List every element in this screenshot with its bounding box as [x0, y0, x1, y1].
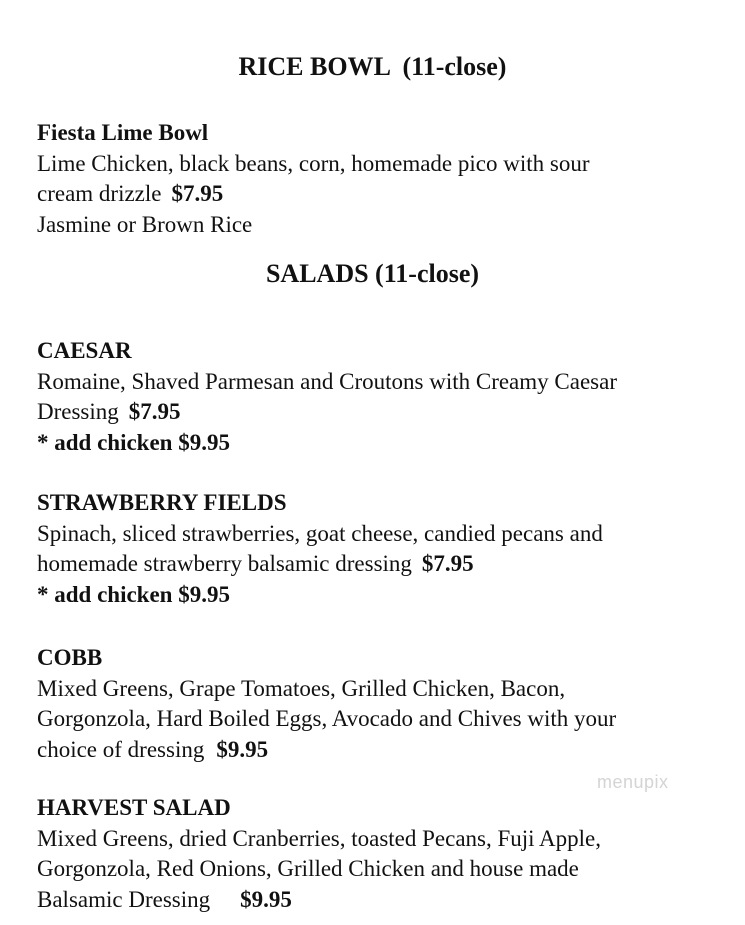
item-description-line: Gorgonzola, Hard Boiled Eggs, Avocado and Chives with your: [37, 706, 617, 731]
item-name: Fiesta Lime Bowl: [37, 120, 209, 145]
item-description-text: homemade strawberry balsamic dressing: [37, 551, 412, 576]
item-price: $9.95: [216, 736, 269, 762]
caesar-item: [37, 336, 737, 458]
item-description-line: Spinach, sliced strawberries, goat cheese, candied pecans and: [37, 520, 603, 546]
item-description-line: [37, 179, 737, 210]
item-description-text: cream drizzle: [37, 181, 162, 206]
item-description-line: [37, 397, 737, 428]
item-name: STRAWBERRY FIELDS: [37, 490, 287, 515]
rice-bowl-heading: RICE BOWL (11-close): [238, 52, 507, 81]
item-note: Jasmine or Brown Rice: [37, 211, 253, 237]
item-description-line: Lime Chicken, black beans, corn, homemade pico with sour: [37, 150, 590, 176]
item-price: $7.95: [171, 181, 224, 206]
harvest-salad-item: [37, 793, 737, 915]
item-price: $7.95: [128, 399, 181, 424]
item-description-line: [37, 885, 737, 916]
item-addon: * add chicken $9.95: [37, 581, 230, 607]
item-description-line: Gorgonzola, Red Onions, Grilled Chicken and house made: [37, 856, 579, 881]
item-description-text: choice of dressing: [37, 736, 205, 762]
cobb-item: [37, 643, 737, 765]
item-name: COBB: [37, 645, 103, 670]
strawberry-fields-item: [37, 488, 737, 610]
item-description-line: [37, 735, 737, 766]
item-price: $7.95: [421, 551, 474, 576]
watermark: menupix: [597, 772, 669, 792]
item-description-line: Romaine, Shaved Parmesan and Croutons with Creamy Caesar: [37, 368, 617, 394]
item-description-line: Mixed Greens, Grape Tomatoes, Grilled Chicken, Bacon,: [37, 675, 566, 701]
item-name: CAESAR: [37, 338, 132, 363]
salads-heading: SALADS (11-close): [265, 259, 480, 288]
item-name: HARVEST SALAD: [37, 795, 231, 820]
item-price: $9.95: [240, 886, 292, 912]
fiesta-lime-bowl-item: [37, 118, 737, 240]
item-description-line: [37, 549, 737, 580]
item-description-text: Balsamic Dressing: [37, 886, 211, 912]
item-description-text: Dressing: [37, 399, 119, 424]
item-description-line: Mixed Greens, dried Cranberries, toasted Pecans, Fuji Apple,: [37, 825, 602, 851]
item-addon: * add chicken $9.95: [37, 429, 230, 455]
